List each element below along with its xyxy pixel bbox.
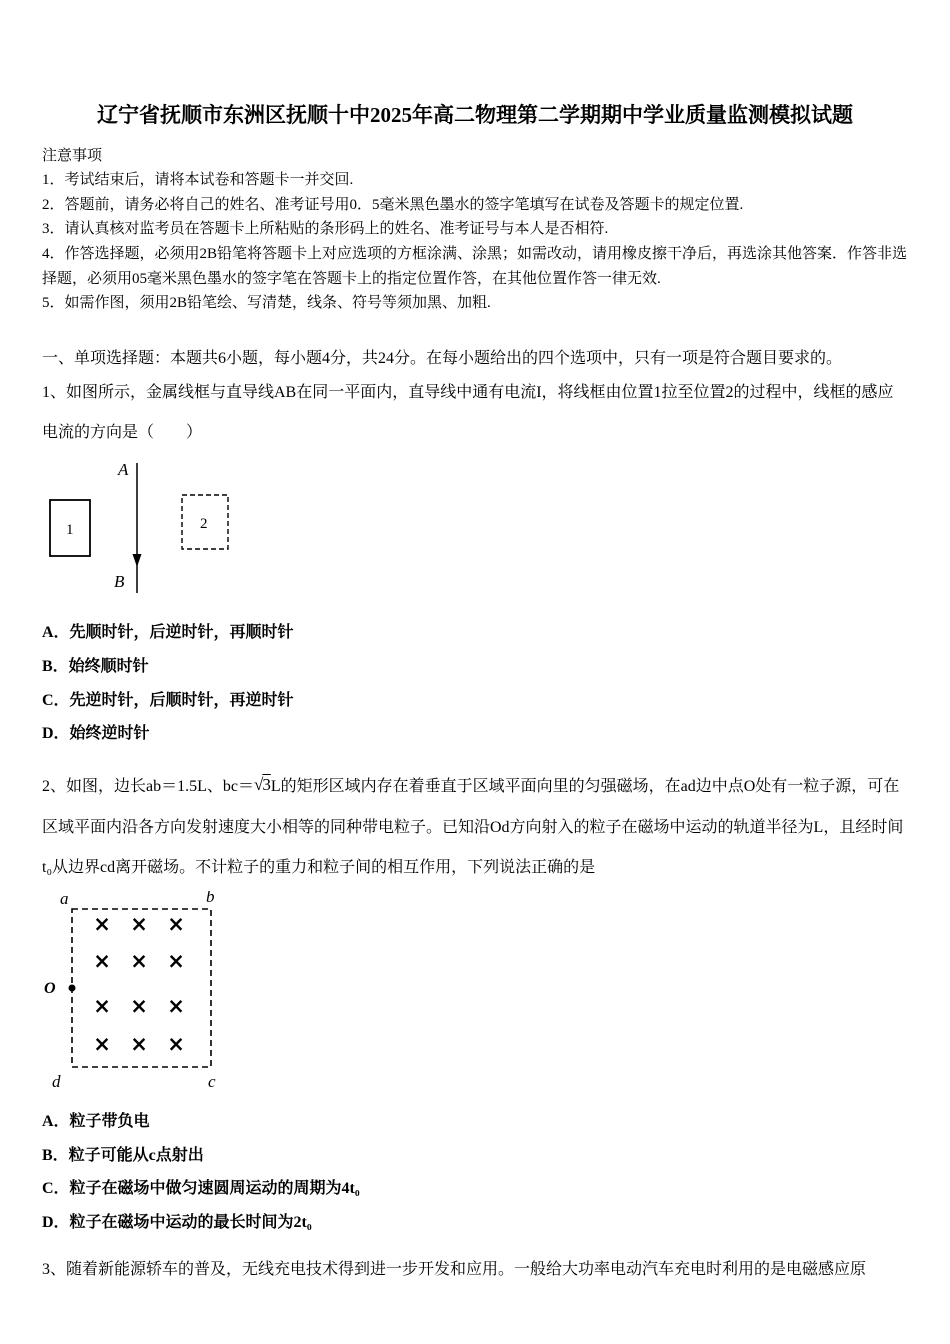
flux-into-page-icon: × — [167, 949, 185, 974]
question1-text: 1、如图所示，金属线框与直导线AB在同一平面内，直导线中通有电流I，将线框由位置1拉至位置2的过程中，线框的感应电流的方向是（ ） — [42, 384, 894, 442]
question1-option-c: C．先逆时针，后顺时针，再逆时针 — [42, 691, 294, 709]
wire-end-a-label: A — [118, 460, 129, 480]
flux-into-page-icon: × — [167, 994, 185, 1019]
flux-into-page-icon: × — [93, 912, 111, 937]
question2-option-b: B．粒子可能从c点射出 — [42, 1146, 204, 1164]
notes-section — [42, 144, 908, 316]
section1-header: 一、单项选择题：本题共6小题，每小题4分，共24分。在每小题给出的四个选项中，只有一项是符合题目要求的。 — [42, 349, 843, 367]
corner-d-label: d — [52, 1072, 61, 1092]
corner-a-label: a — [60, 891, 69, 909]
radicand: 3 — [262, 774, 271, 794]
square-root-expression — [254, 775, 271, 794]
wire-end-b-label: B — [114, 572, 125, 592]
question2-options — [42, 1105, 908, 1239]
particle-source-o-label: O — [44, 980, 56, 998]
flux-into-page-icon: × — [130, 1032, 148, 1057]
note-item-1: 1．考试结束后，请将本试卷和答题卡一并交回. — [42, 172, 354, 189]
note-item-4: 4．作答选择题，必须用2B铅笔将答题卡上对应选项的方框涂满、涂黑；如需改动，请用橡皮擦干净后，再选涂其他答案．作答非选择题，必须用05毫米黑色墨水的签字笔在答题卡上的指定位置作答，在其他位置作答一律无效. — [42, 246, 908, 287]
question1-option-b: B．始终顺时针 — [42, 658, 149, 675]
corner-b-label: b — [206, 891, 215, 907]
loop-position-2-label: 2 — [200, 516, 208, 533]
question1-options — [42, 616, 908, 750]
question2-text-post: L的矩形区域内存在着垂直于区域平面向里的匀强磁场，在ad边中点O处有一粒子源，可在区域平面内沿各方向发射速度大小相等的同种带电粒子。已知沿Od方向射入的粒子在磁场中运动的轨道半径为L，且经时间t₀从边界cd离开磁场。不计粒子的重力和粒子间的相互作用，下列说法正确的是 — [42, 777, 904, 877]
question2-option-c: C．粒子在磁场中做匀速圆周运动的周期为4t₀ — [42, 1180, 360, 1198]
radical-sign: √ — [253, 774, 263, 794]
flux-into-page-icon: × — [167, 1032, 185, 1057]
flux-into-page-icon: × — [93, 994, 111, 1019]
page-title: 辽宁省抚顺市东洲区抚顺十中2025年高二物理第二学期期中学业质量监测模拟试题 — [97, 103, 853, 127]
flux-into-page-icon: × — [167, 912, 185, 937]
flux-into-page-icon: × — [130, 949, 148, 974]
question2-figure-svg — [42, 891, 282, 1096]
flux-into-page-icon: × — [93, 949, 111, 974]
flux-into-page-icon: × — [93, 1032, 111, 1057]
question1-option-a: A．先顺时针，后逆时针，再顺时针 — [42, 624, 294, 642]
question2-figure — [42, 891, 908, 1101]
question2-option-a: A．粒子带负电 — [42, 1113, 150, 1131]
flux-into-page-icon: × — [130, 912, 148, 937]
current-direction-arrow-icon — [133, 554, 142, 567]
note-item-2: 2．答题前，请务必将自己的姓名、准考证号用0．5毫米黑色墨水的签字笔填写在试卷及答题卡的规定位置. — [42, 196, 744, 213]
particle-source-dot — [69, 985, 76, 992]
question2-option-d: D．粒子在磁场中运动的最长时间为2t₀ — [42, 1213, 312, 1231]
question1-figure — [42, 455, 908, 610]
question1-option-d: D．始终逆时针 — [42, 725, 150, 743]
question2-text — [42, 763, 908, 889]
loop-position-1-label: 1 — [66, 522, 74, 539]
question2-text-pre: 2、如图，边长ab＝1.5L、bc＝ — [42, 777, 254, 795]
corner-c-label: c — [208, 1072, 216, 1092]
note-item-5: 5．如需作图，须用2B铅笔绘、写清楚，线条、符号等须加黑、加粗. — [42, 295, 491, 312]
notes-header: 注意事项 — [42, 148, 103, 165]
question1-figure-svg — [42, 455, 252, 605]
question3-text: 3、随着新能源轿车的普及，无线充电技术得到进一步开发和应用。一般给大功率电动汽车充电时利用的是电磁感应原 — [42, 1260, 867, 1278]
note-item-3: 3．请认真核对监考员在答题卡上所粘贴的条形码上的姓名、准考证号与本人是否相符. — [42, 221, 609, 238]
flux-into-page-icon: × — [130, 994, 148, 1019]
